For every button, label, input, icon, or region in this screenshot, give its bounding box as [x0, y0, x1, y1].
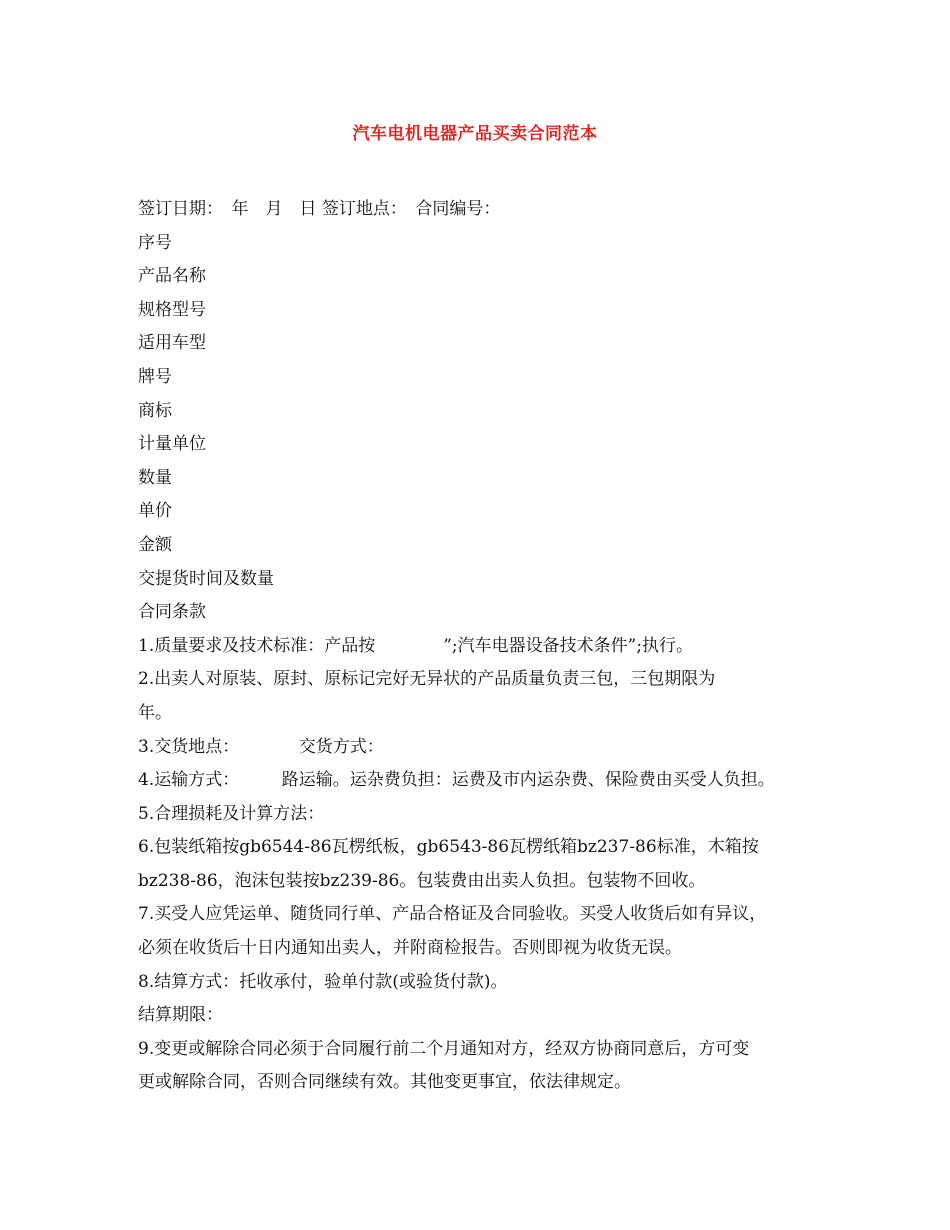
clause-3: 3.交货地点： 交货方式： [138, 736, 384, 757]
clause-7-line-1: 7.买受人应凭运单、随货同行单、产品合格证及合同验收。买受人收货后如有异议， [138, 904, 767, 925]
clause-9-line-2: 更或解除合同，否则合同继续有效。其他变更事宜，依法律规定。 [138, 1072, 631, 1093]
clause-5: 5.合理损耗及计算方法： [138, 803, 325, 824]
section-heading-terms: 合同条款 [138, 602, 206, 623]
field-trademark: 商标 [138, 400, 172, 421]
field-serial-number: 序号 [138, 232, 172, 253]
clause-6-line-1: 6.包装纸箱按gb6544-86瓦楞纸板，gb6543-86瓦楞纸箱bz237-86标准，木箱按 [138, 837, 759, 858]
field-spec-model: 规格型号 [138, 299, 206, 320]
settlement-period: 结算期限： [138, 1005, 223, 1026]
field-brand-number: 牌号 [138, 366, 172, 387]
field-unit-price: 单价 [138, 501, 172, 522]
document-body [138, 193, 828, 1100]
clause-2-line-1: 2.出卖人对原装、原封、原标记完好无异状的产品质量负责三包，三包期限为 [138, 669, 716, 690]
clause-1: 1.质量要求及技术标准：产品按 ”;汽车电器设备技术条件”;执行。 [138, 635, 694, 656]
field-product-name: 产品名称 [138, 266, 206, 287]
document-title: 汽车电机电器产品买卖合同范本 [352, 124, 598, 144]
clause-9-line-1: 9.变更或解除合同必须于合同履行前二个月通知对方，经双方协商同意后，方可变 [138, 1038, 750, 1059]
clause-7-line-2: 必须在收货后十日内通知出卖人，并附商检报告。否则即视为收货无误。 [138, 938, 682, 959]
clause-8: 8.结算方式：托收承付，验单付款(或验货付款)。 [138, 971, 508, 992]
clause-2-line-2: 年。 [138, 702, 172, 723]
field-delivery-time: 交提货时间及数量 [138, 568, 274, 589]
field-applicable-vehicle: 适用车型 [138, 333, 206, 354]
clause-4: 4.运输方式： 路运输。运杂费负担：运费及市内运杂费、保险费由买受人负担。 [138, 770, 775, 791]
field-amount: 金额 [138, 534, 172, 555]
field-quantity: 数量 [138, 467, 172, 488]
signing-info-line: 签订日期： 年 月 日 签订地点： 合同编号： [138, 199, 501, 219]
clause-6-line-2: bz238-86，泡沫包装按bz239-86。包装费由出卖人负担。包装物不回收。 [138, 870, 706, 891]
field-unit: 计量单位 [138, 434, 206, 455]
